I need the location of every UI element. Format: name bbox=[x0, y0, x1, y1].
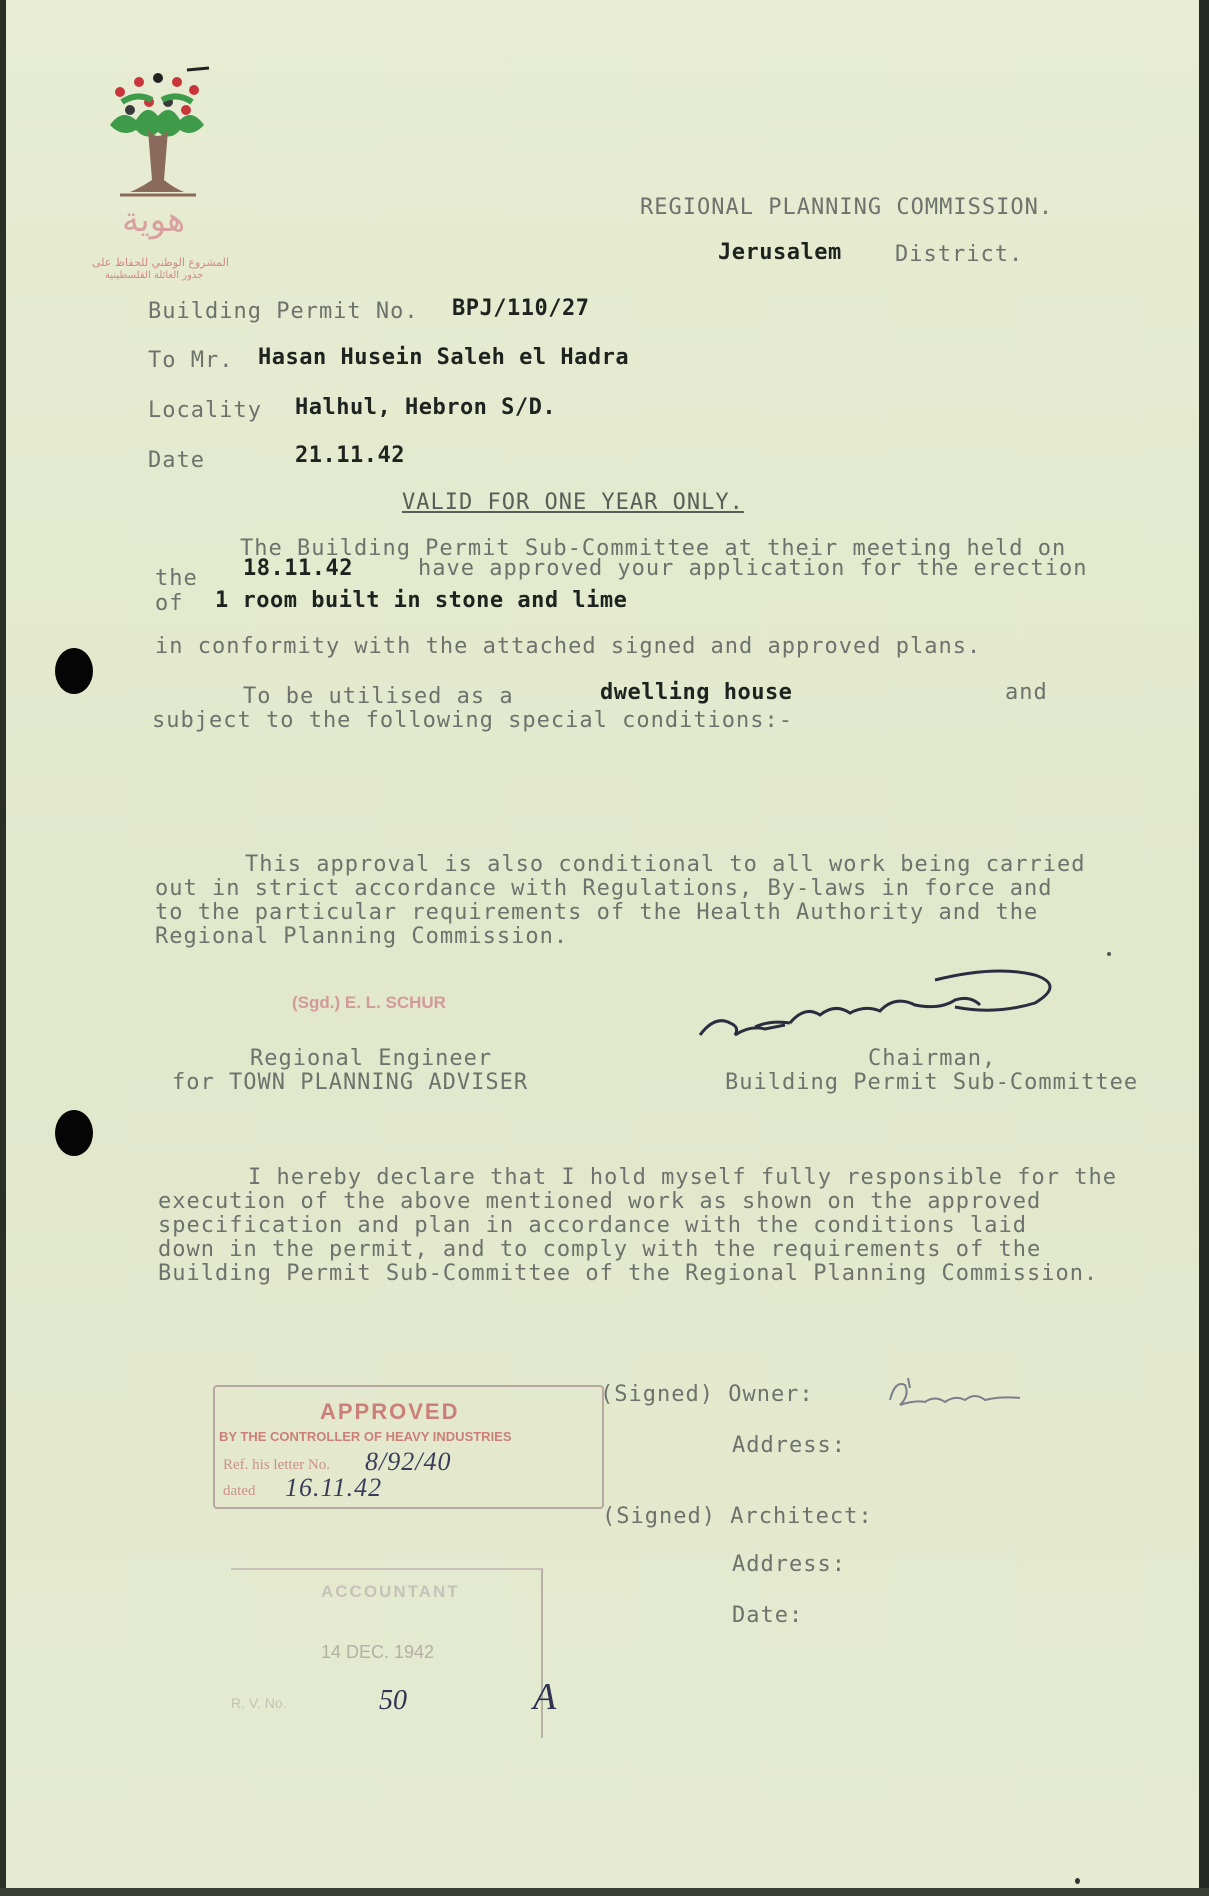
district-value: Jerusalem bbox=[718, 240, 842, 265]
p3-line2: out in strict accordance with Regulations, By-laws in force and bbox=[155, 876, 1053, 901]
declaration-line1: I hereby declare that I hold myself fully responsible for the bbox=[248, 1165, 1117, 1190]
architect-address-label: Address: bbox=[732, 1552, 846, 1577]
chairman-signature bbox=[695, 965, 1075, 1045]
approved-dated-value: 16.11.42 bbox=[285, 1473, 383, 1502]
signature-date-label: Date: bbox=[732, 1603, 804, 1628]
signed-architect-label: (Signed) Architect: bbox=[602, 1504, 873, 1529]
declaration-line3: specification and plan in accordance with the conditions laid bbox=[158, 1213, 1027, 1238]
p3-line4: Regional Planning Commission. bbox=[155, 924, 569, 949]
accountant-stamp-title: ACCOUNTANT bbox=[321, 1582, 460, 1601]
approved-ref-value: 8/92/40 bbox=[365, 1447, 452, 1476]
p2-use: dwelling house bbox=[600, 680, 793, 705]
date-value: 21.11.42 bbox=[295, 443, 405, 468]
accountant-handwritten-number: 50 bbox=[379, 1685, 407, 1716]
family-tree-icon bbox=[92, 30, 222, 200]
p3-line1: This approval is also conditional to all work being carried bbox=[245, 852, 1086, 877]
permit-number-value: BPJ/110/27 bbox=[452, 296, 590, 321]
logo-arabic-name: هوية bbox=[122, 200, 186, 240]
p1-the: the bbox=[155, 566, 198, 591]
scan-bottom-edge bbox=[0, 1888, 1209, 1896]
p2-prefix: To be utilised as a bbox=[243, 684, 514, 709]
chairman-title-line2: Building Permit Sub-Committee bbox=[725, 1070, 1139, 1095]
engineer-title-line2: for TOWN PLANNING ADVISER bbox=[172, 1070, 529, 1095]
declaration-line5: Building Permit Sub-Committee of the Regional Planning Commission. bbox=[158, 1261, 1099, 1286]
approved-stamp-line1: BY THE CONTROLLER OF HEAVY INDUSTRIES bbox=[219, 1429, 512, 1444]
approved-stamp bbox=[213, 1385, 604, 1509]
approved-ref-label: Ref. his letter No. bbox=[223, 1457, 331, 1473]
declaration-line4: down in the permit, and to comply with the requirements of the bbox=[158, 1237, 1042, 1262]
signed-owner-label: (Signed) Owner: bbox=[600, 1382, 814, 1407]
accountant-stamp-date: 14 DEC. 1942 bbox=[321, 1642, 435, 1662]
locality-label: Locality bbox=[148, 398, 262, 423]
p3-line3: to the particular requirements of the Health Authority and the bbox=[155, 900, 1039, 925]
p1-line1: The Building Permit Sub-Committee at their meeting held on bbox=[240, 536, 1067, 561]
hawiya-logo bbox=[92, 30, 222, 280]
valid-notice: VALID FOR ONE YEAR ONLY. bbox=[402, 490, 744, 515]
commission-title: REGIONAL PLANNING COMMISSION. bbox=[640, 195, 1054, 220]
chairman-title-line1: Chairman, bbox=[868, 1046, 997, 1071]
scan-left-edge bbox=[0, 0, 6, 1896]
p2-and: and bbox=[1005, 680, 1048, 705]
declaration-line2: execution of the above mentioned work as shown on the approved bbox=[158, 1189, 1042, 1214]
owner-arabic-signature bbox=[880, 1370, 1030, 1420]
to-label: To Mr. bbox=[148, 348, 234, 373]
scan-right-edge bbox=[1199, 0, 1209, 1896]
engineer-stamp: (Sgd.) E. L. SCHUR bbox=[292, 993, 446, 1012]
speck bbox=[1107, 952, 1111, 956]
permit-number-label: Building Permit No. bbox=[148, 299, 419, 324]
p2-line2: subject to the following special conditions:- bbox=[152, 708, 794, 733]
approved-dated-label: dated bbox=[223, 1483, 256, 1499]
speck bbox=[1075, 1878, 1080, 1884]
punch-hole-bottom bbox=[55, 1110, 93, 1156]
locality-value: Halhul, Hebron S/D. bbox=[295, 395, 557, 420]
logo-caption-line2: جذور العائلة الفلسطينية bbox=[105, 270, 204, 281]
punch-hole-top bbox=[55, 648, 93, 694]
accountant-stamp bbox=[231, 1568, 557, 1738]
logo-caption-line1: المشروع الوطني للحفاظ على bbox=[92, 256, 229, 269]
accountant-handwritten-letter: A bbox=[533, 1676, 557, 1718]
date-label: Date bbox=[148, 448, 205, 473]
p1-line2-rest: have approved your application for the erection bbox=[418, 556, 1088, 581]
p1-meeting-date: 18.11.42 bbox=[243, 556, 353, 581]
p1-of: of bbox=[155, 591, 184, 616]
p1-line4: in conformity with the attached signed and approved plans. bbox=[155, 634, 982, 659]
accountant-rv-label: R. V. No. bbox=[231, 1695, 287, 1711]
engineer-title-line1: Regional Engineer bbox=[250, 1046, 493, 1071]
approved-stamp-title: APPROVED bbox=[320, 1399, 460, 1424]
to-value: Hasan Husein Saleh el Hadra bbox=[258, 345, 630, 370]
district-label: District. bbox=[895, 242, 1024, 267]
p1-works: 1 room built in stone and lime bbox=[215, 588, 628, 613]
owner-address-label: Address: bbox=[732, 1433, 846, 1458]
